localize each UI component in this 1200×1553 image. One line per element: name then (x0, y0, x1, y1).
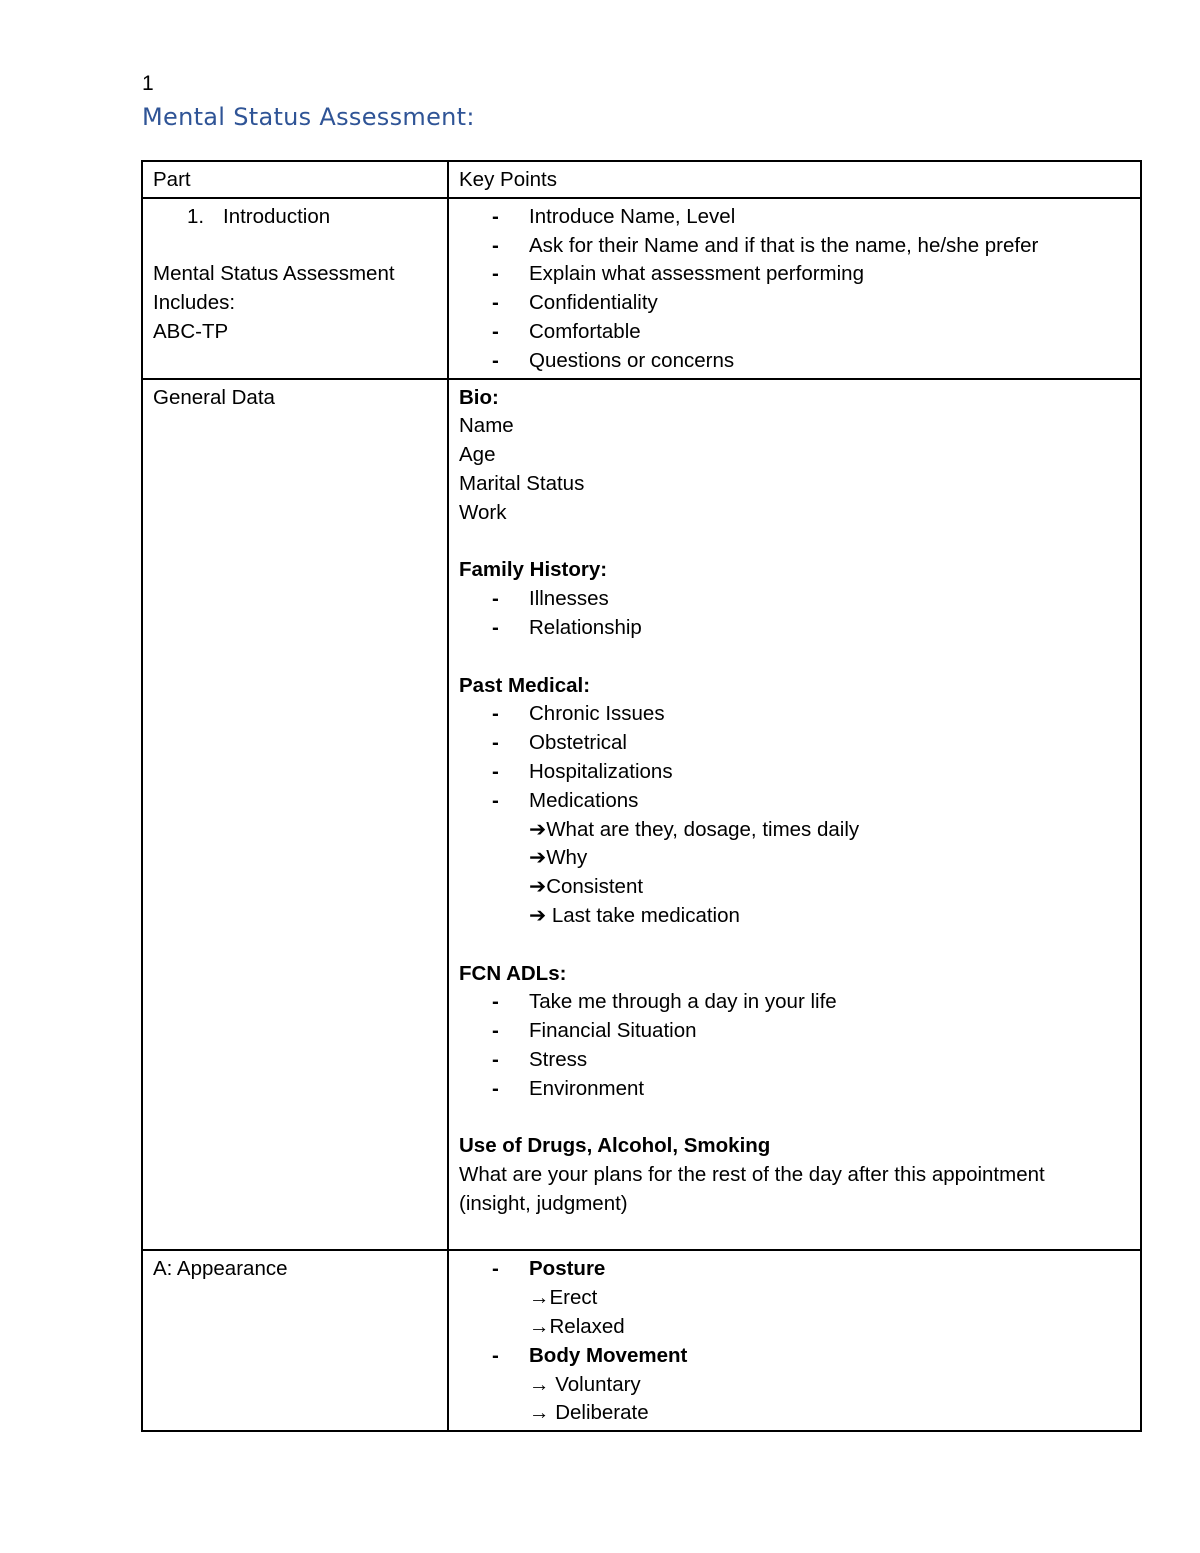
points-cell-general-data (448, 379, 1141, 1251)
right-arrow-icon: ➔ (529, 846, 547, 870)
part-label: A: Appearance (153, 1257, 288, 1281)
intro-note: ABC-TP (153, 319, 229, 343)
list-item: - Medications (459, 787, 1130, 816)
list-item: - Illnesses (459, 585, 1130, 614)
section-heading: Use of Drugs, Alcohol, Smoking (459, 1134, 771, 1158)
right-arrow-icon: → (529, 1372, 550, 1396)
list-item: - Ask for their Name and if that is the name, he/she prefer (459, 232, 1130, 261)
part-cell-general-data (142, 379, 448, 1251)
right-arrow-icon: → (529, 1315, 550, 1339)
part-cell-appearance (142, 1250, 448, 1431)
body-text: What are your plans for the rest of the day after this appointment (459, 1163, 1045, 1187)
sub-item: →Erect (529, 1286, 598, 1310)
right-arrow-icon: ➔ (529, 903, 547, 927)
right-arrow-icon: → (529, 1286, 550, 1310)
list-item: - Relationship (459, 614, 1130, 643)
intro-note: Mental Status Assessment (153, 262, 395, 286)
numbered-item (153, 203, 437, 232)
list-item: - Body Movement (459, 1342, 1130, 1371)
header-key-points: Key Points (448, 161, 1141, 198)
list-item: - Stress (459, 1046, 1130, 1075)
sub-item: →Relaxed (529, 1315, 625, 1339)
bio-item: Age (459, 443, 496, 467)
list-item: - Explain what assessment performing (459, 260, 1130, 289)
list-item: - Financial Situation (459, 1017, 1130, 1046)
section-heading: Past Medical: (459, 673, 591, 697)
table-row-introduction (142, 198, 1141, 379)
item-number: 1. (187, 204, 205, 228)
page-number: 1 (142, 72, 154, 95)
list-item: - Comfortable (459, 318, 1130, 347)
right-arrow-icon: ➔ (529, 875, 547, 899)
part-cell-introduction (142, 198, 448, 379)
list-item: - Obstetrical (459, 729, 1130, 758)
section-heading: Bio: (459, 385, 499, 409)
sub-item: → Deliberate (529, 1401, 649, 1425)
sub-item: ➔Why (529, 846, 588, 870)
intro-heading: Introduction (223, 204, 331, 228)
sub-item: ➔ Last take medication (529, 903, 740, 927)
section-heading: Family History: (459, 558, 608, 582)
list-item: - Confidentiality (459, 289, 1130, 318)
table-row-general-data (142, 379, 1141, 1251)
sub-item: ➔Consistent (529, 875, 644, 899)
list-item: - Posture (459, 1255, 1130, 1284)
list-item: - Chronic Issues (459, 700, 1130, 729)
points-cell-appearance (448, 1250, 1141, 1431)
list-item: - Questions or concerns (459, 347, 1130, 376)
bio-item: Name (459, 414, 514, 438)
part-label: General Data (153, 385, 275, 409)
sub-item: ➔What are they, dosage, times daily (529, 817, 860, 841)
list-item: - Introduce Name, Level (459, 203, 1130, 232)
list-item: - Hospitalizations (459, 758, 1130, 787)
list-item: - Take me through a day in your life (459, 988, 1130, 1017)
points-cell-introduction (448, 198, 1141, 379)
table-row-appearance (142, 1250, 1141, 1431)
right-arrow-icon: ➔ (529, 817, 547, 841)
right-arrow-icon: → (529, 1401, 550, 1425)
list-item: - Environment (459, 1075, 1130, 1104)
intro-note: Includes: (153, 291, 236, 315)
assessment-table (141, 160, 1142, 1432)
sub-item: → Voluntary (529, 1372, 641, 1396)
section-heading: FCN ADLs: (459, 961, 567, 985)
bio-item: Work (459, 500, 507, 524)
bio-item: Marital Status (459, 471, 585, 495)
body-text: (insight, judgment) (459, 1191, 628, 1215)
header-part: Part (142, 161, 448, 198)
table-header-row (142, 161, 1141, 198)
document-title: Mental Status Assessment: (142, 103, 475, 131)
